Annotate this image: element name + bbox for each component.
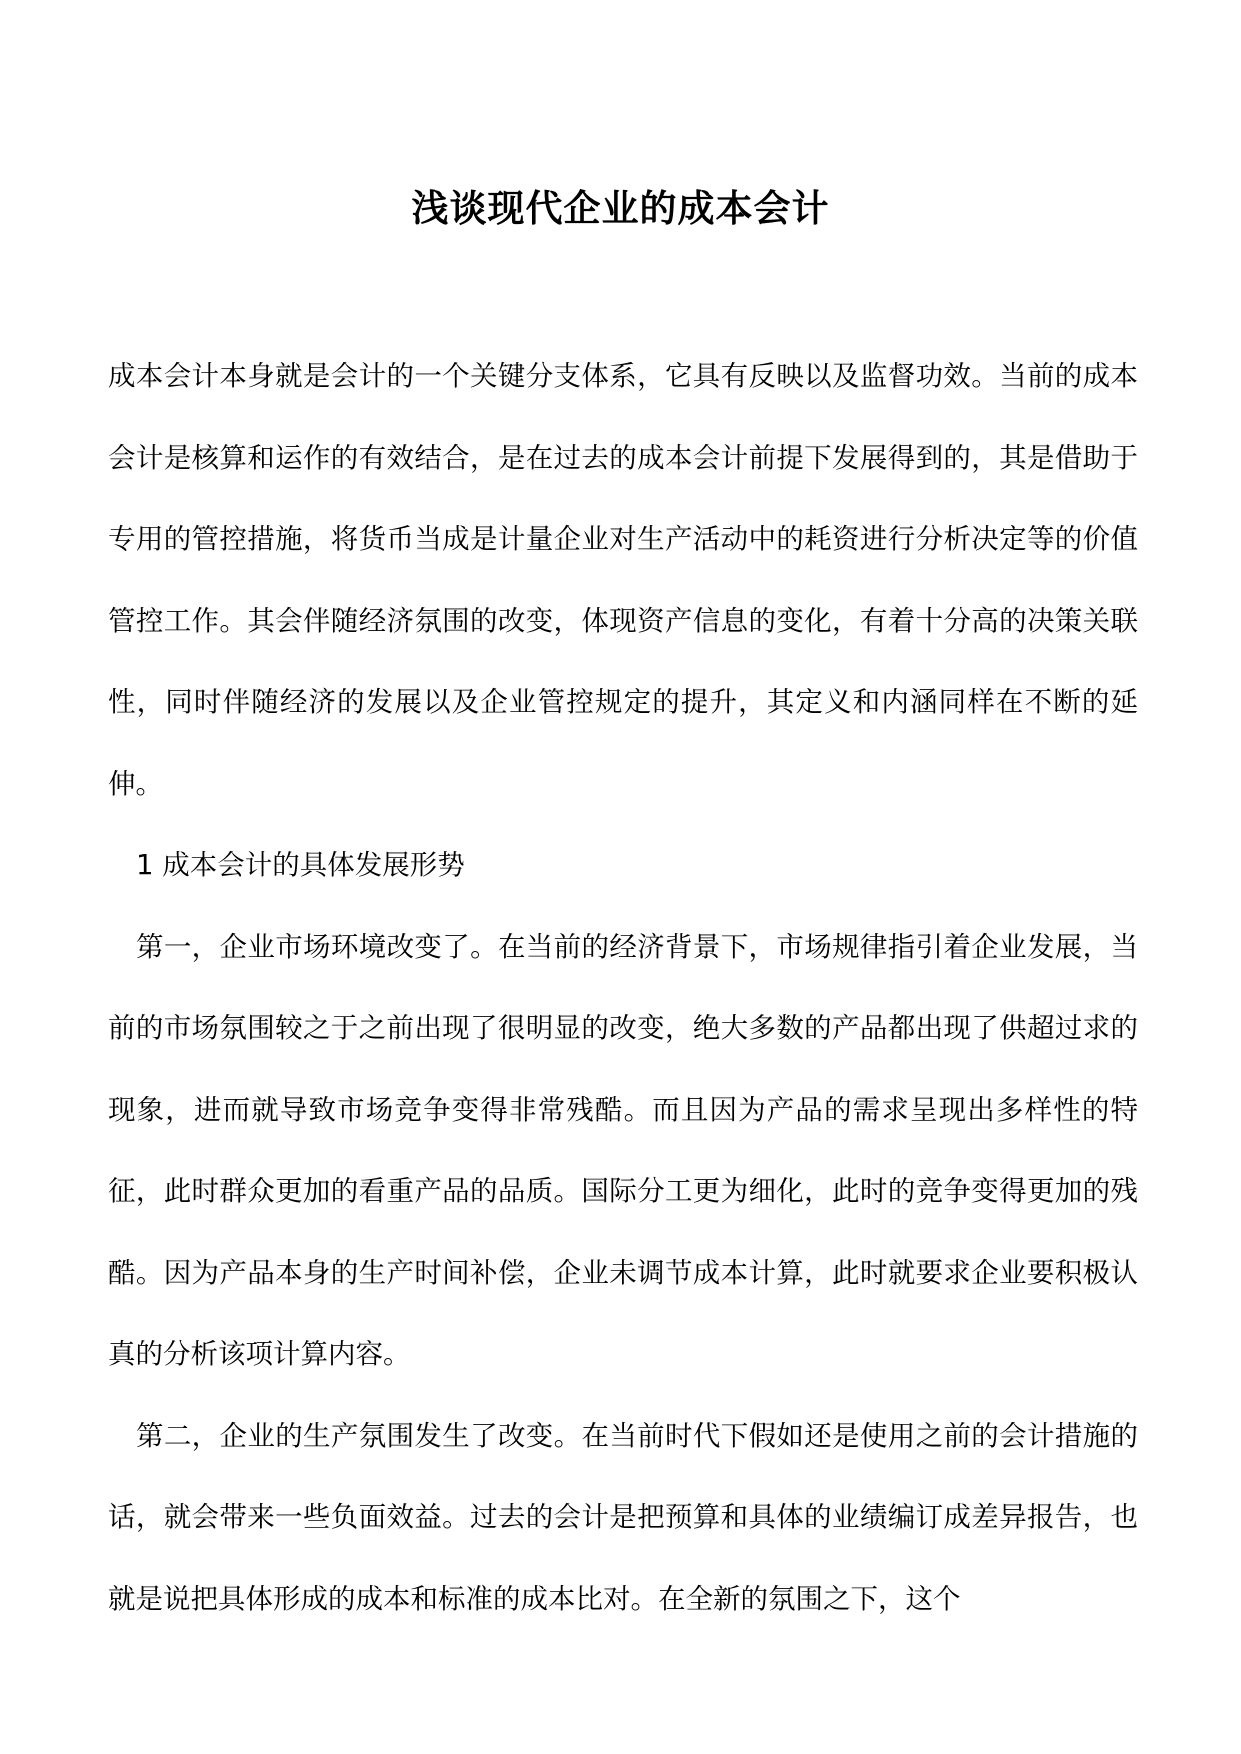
document-title: 浅谈现代企业的成本会计 bbox=[411, 185, 830, 230]
document-body bbox=[108, 336, 1138, 1640]
paragraph-second-point: 第二，企业的生产氛围发生了改变。在当前时代下假如还是使用之前的会计措施的话，就会带来一些负面效益。过去的会计是把预算和具体的业绩编订成差异报告，也就是说把具体形成的成本和标准的成本比对。在全新的氛围之下，这个 bbox=[108, 1419, 1138, 1615]
section-heading-1: 1 成本会计的具体发展形势 bbox=[136, 849, 465, 881]
paragraph-intro: 成本会计本身就是会计的一个关键分支体系，它具有反映以及监督功效。当前的成本会计是核算和运作的有效结合，是在过去的成本会计前提下发展得到的，其是借助于专用的管控措施，将货币当成是计量企业对生产活动中的耗资进行分析决定等的价值管控工作。其会伴随经济氛围的改变，体现资产信息的变化，有着十分高的决策关联性，同时伴随经济的发展以及企业管控规定的提升，其定义和内涵同样在不断的延伸。 bbox=[108, 360, 1138, 800]
paragraph-first-point: 第一，企业市场环境改变了。在当前的经济背景下，市场规律指引着企业发展，当前的市场氛围较之于之前出现了很明显的改变，绝大多数的产品都出现了供超过求的现象，进而就导致市场竞争变得非常残酷。而且因为产品的需求呈现出多样性的特征，此时群众更加的看重产品的品质。国际分工更为细化，此时的竞争变得更加的残酷。因为产品本身的生产时间补偿，企业未调节成本计算，此时就要求企业要积极认真的分析该项计算内容。 bbox=[108, 930, 1138, 1370]
